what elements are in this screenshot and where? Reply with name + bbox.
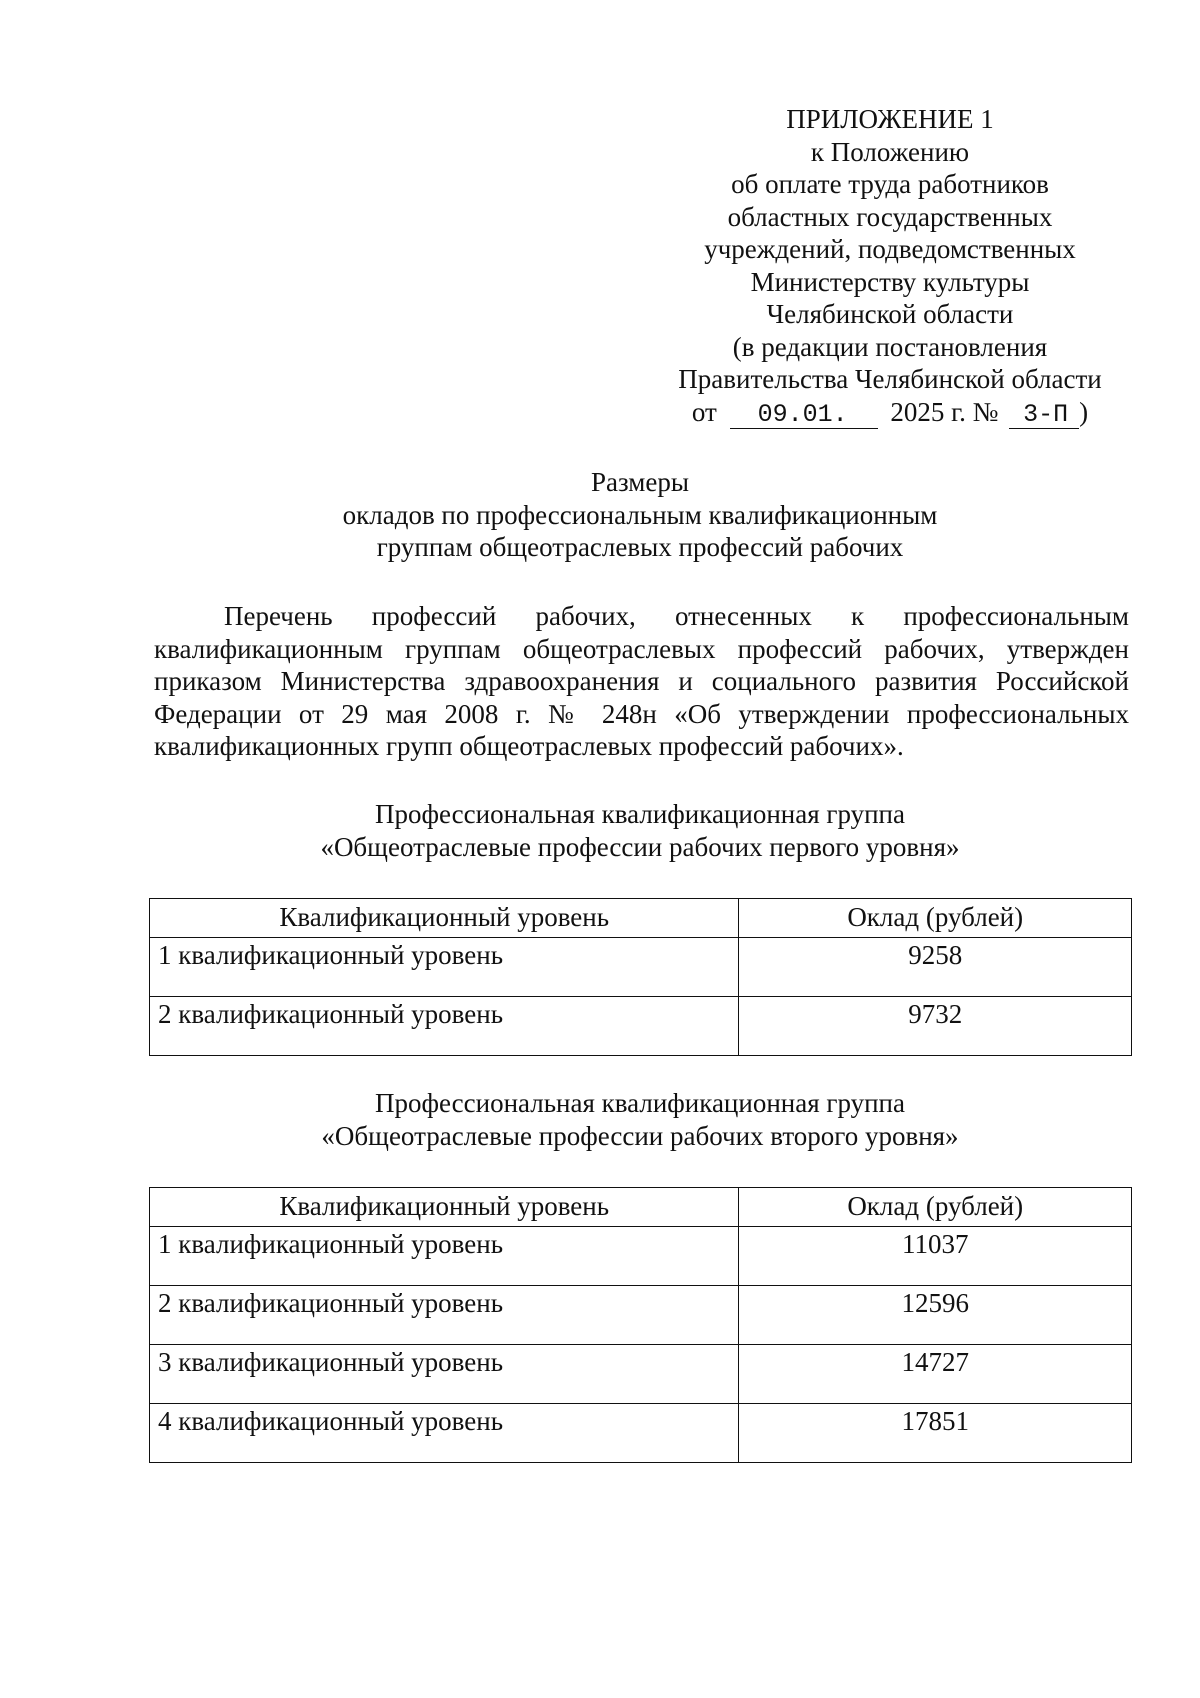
appendix-line: областных государственных	[727, 201, 1053, 232]
appendix-line: Министерству культуры	[750, 266, 1030, 297]
table-row	[150, 1286, 1132, 1345]
column-header-level: Квалификационный уровень	[150, 899, 739, 938]
table-header-row	[150, 899, 1132, 938]
appendix-title: ПРИЛОЖЕНИЕ 1	[786, 104, 994, 134]
salary-cell: 14727	[739, 1345, 1132, 1404]
salary-cell: 9732	[739, 997, 1132, 1056]
appendix-line: учреждений, подведомственных	[704, 234, 1076, 264]
column-header-salary: Оклад (рублей)	[739, 1188, 1132, 1227]
level-cell: 2 квалификационный уровень	[150, 1286, 739, 1345]
column-header-level: Квалификационный уровень	[150, 1188, 739, 1227]
table-row	[150, 938, 1132, 997]
column-header-salary: Оклад (рублей)	[739, 899, 1132, 938]
appendix-line: Челябинской области	[766, 299, 1014, 329]
appendix-line: к Положению	[810, 136, 970, 167]
resolution-reference	[620, 396, 1160, 429]
level-cell: 1 квалификационный уровень	[150, 938, 739, 997]
title-line: группам общеотраслевых профессий рабочих	[376, 532, 904, 562]
group-heading-line: Профессиональная квалификационная группа	[375, 799, 905, 829]
group-heading-line: Профессиональная квалификационная группа	[375, 1088, 905, 1118]
title-line: Размеры	[591, 467, 689, 497]
group-heading-first-level	[150, 798, 1130, 863]
level-cell: 2 квалификационный уровень	[150, 997, 739, 1056]
closing-paren: )	[1079, 396, 1089, 427]
salary-cell: 9258	[739, 938, 1132, 997]
salary-cell: 11037	[739, 1227, 1132, 1286]
resolution-number: 3-П	[1009, 402, 1079, 429]
table-row	[150, 997, 1132, 1056]
table-row	[150, 1345, 1132, 1404]
level-cell: 4 квалификационный уровень	[150, 1404, 739, 1463]
table-row	[150, 1227, 1132, 1286]
title-line: окладов по профессиональным квалификационным	[342, 499, 938, 530]
group-heading-line: «Общеотраслевые профессии рабочих второго уровня»	[321, 1120, 959, 1151]
intro-paragraph: Перечень профессий рабочих, отнесенных к профессиональным квалификационным группам общеотраслевых профессий рабочих, утвержден приказом Министерства здравоохранения и социального развития Российской Федерации от 29 мая 2008 г. № 248н «Об утверждении профессиональных квалификационных групп общеотраслевых профессий рабочих».	[154, 601, 1129, 761]
appendix-header	[620, 103, 1160, 429]
salary-table-second-level	[149, 1187, 1132, 1463]
group-heading-second-level	[150, 1087, 1130, 1152]
appendix-line: об оплате труда работников	[731, 169, 1049, 199]
table-row	[150, 1404, 1132, 1463]
appendix-line: Правительства Челябинской области	[678, 364, 1102, 394]
appendix-line: (в редакции постановления	[732, 331, 1048, 362]
salary-cell: 17851	[739, 1404, 1132, 1463]
document-title	[150, 466, 1130, 564]
from-prefix: от	[691, 396, 717, 427]
salary-cell: 12596	[739, 1286, 1132, 1345]
level-cell: 3 квалификационный уровень	[150, 1345, 739, 1404]
resolution-year: 2025 г. №	[890, 396, 999, 427]
level-cell: 1 квалификационный уровень	[150, 1227, 739, 1286]
resolution-date: 09.01.	[730, 402, 878, 429]
salary-table-first-level	[149, 898, 1132, 1056]
table-header-row	[150, 1188, 1132, 1227]
group-heading-line: «Общеотраслевые профессии рабочих первого уровня»	[320, 831, 960, 862]
